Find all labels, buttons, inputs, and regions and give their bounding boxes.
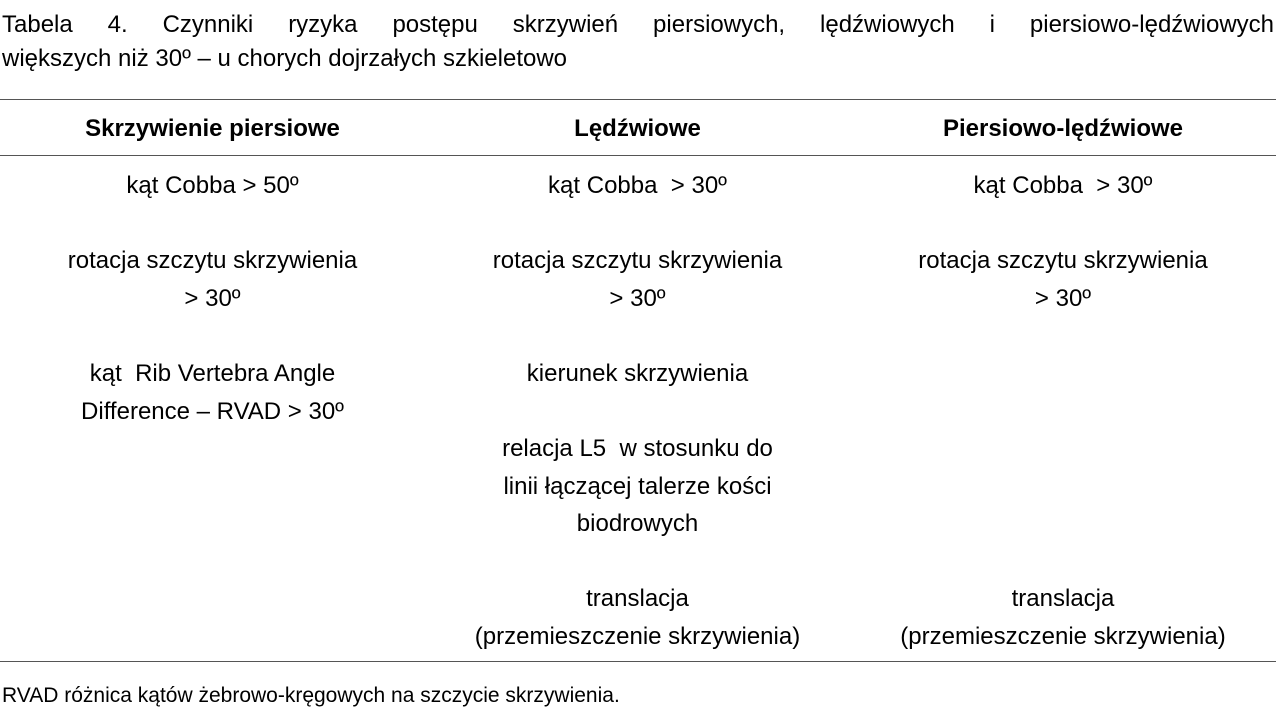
cell-l5-relation: relacja L5 w stosunku do linii łączącej talerze kości biodrowych [502, 435, 773, 537]
cell-apex-rotation: rotacja szczytu skrzywienia > 30º [492, 247, 783, 312]
cell-cobb-angle: kąt Cobba > 30º [548, 172, 727, 199]
caption-line-1: Tabela 4. Czynniki ryzyka postępu skrzywień piersiowych, lędźwiowych i piersiowo-lędźwiowych [2, 11, 1274, 38]
cell-rvad: kąt Rib Vertebra Angle Difference – RVAD > 30º [81, 360, 344, 425]
cell-translation: translacja (przemieszczenie skrzywienia) [474, 585, 801, 650]
column-thoracolumbar [850, 0, 1276, 725]
cell-curve-direction: kierunek skrzywienia [526, 360, 749, 387]
table-bottom-rule [0, 661, 1276, 662]
header-lumbar: Lędźwiowe [574, 115, 701, 142]
cell-translation: translacja (przemieszczenie skrzywienia) [900, 585, 1226, 650]
cell-apex-rotation: rotacja szczytu skrzywienia > 30º [918, 247, 1208, 312]
header-thoracic: Skrzywienie piersiowe [85, 115, 340, 142]
caption-line-2: większych niż 30º – u chorych dojrzałych szkieletowo [2, 45, 568, 72]
cell-cobb-angle: kąt Cobba > 30º [973, 172, 1153, 199]
column-thoracic [0, 0, 425, 725]
column-lumbar [425, 0, 850, 725]
table-footnote: RVAD różnica kątów żebrowo-kręgowych na szczycie skrzywienia. [2, 684, 620, 707]
cell-apex-rotation: rotacja szczytu skrzywienia > 30º [67, 247, 358, 312]
header-thoracolumbar: Piersiowo-lędźwiowe [942, 115, 1184, 142]
cell-cobb-angle: kąt Cobba > 50º [126, 172, 299, 199]
